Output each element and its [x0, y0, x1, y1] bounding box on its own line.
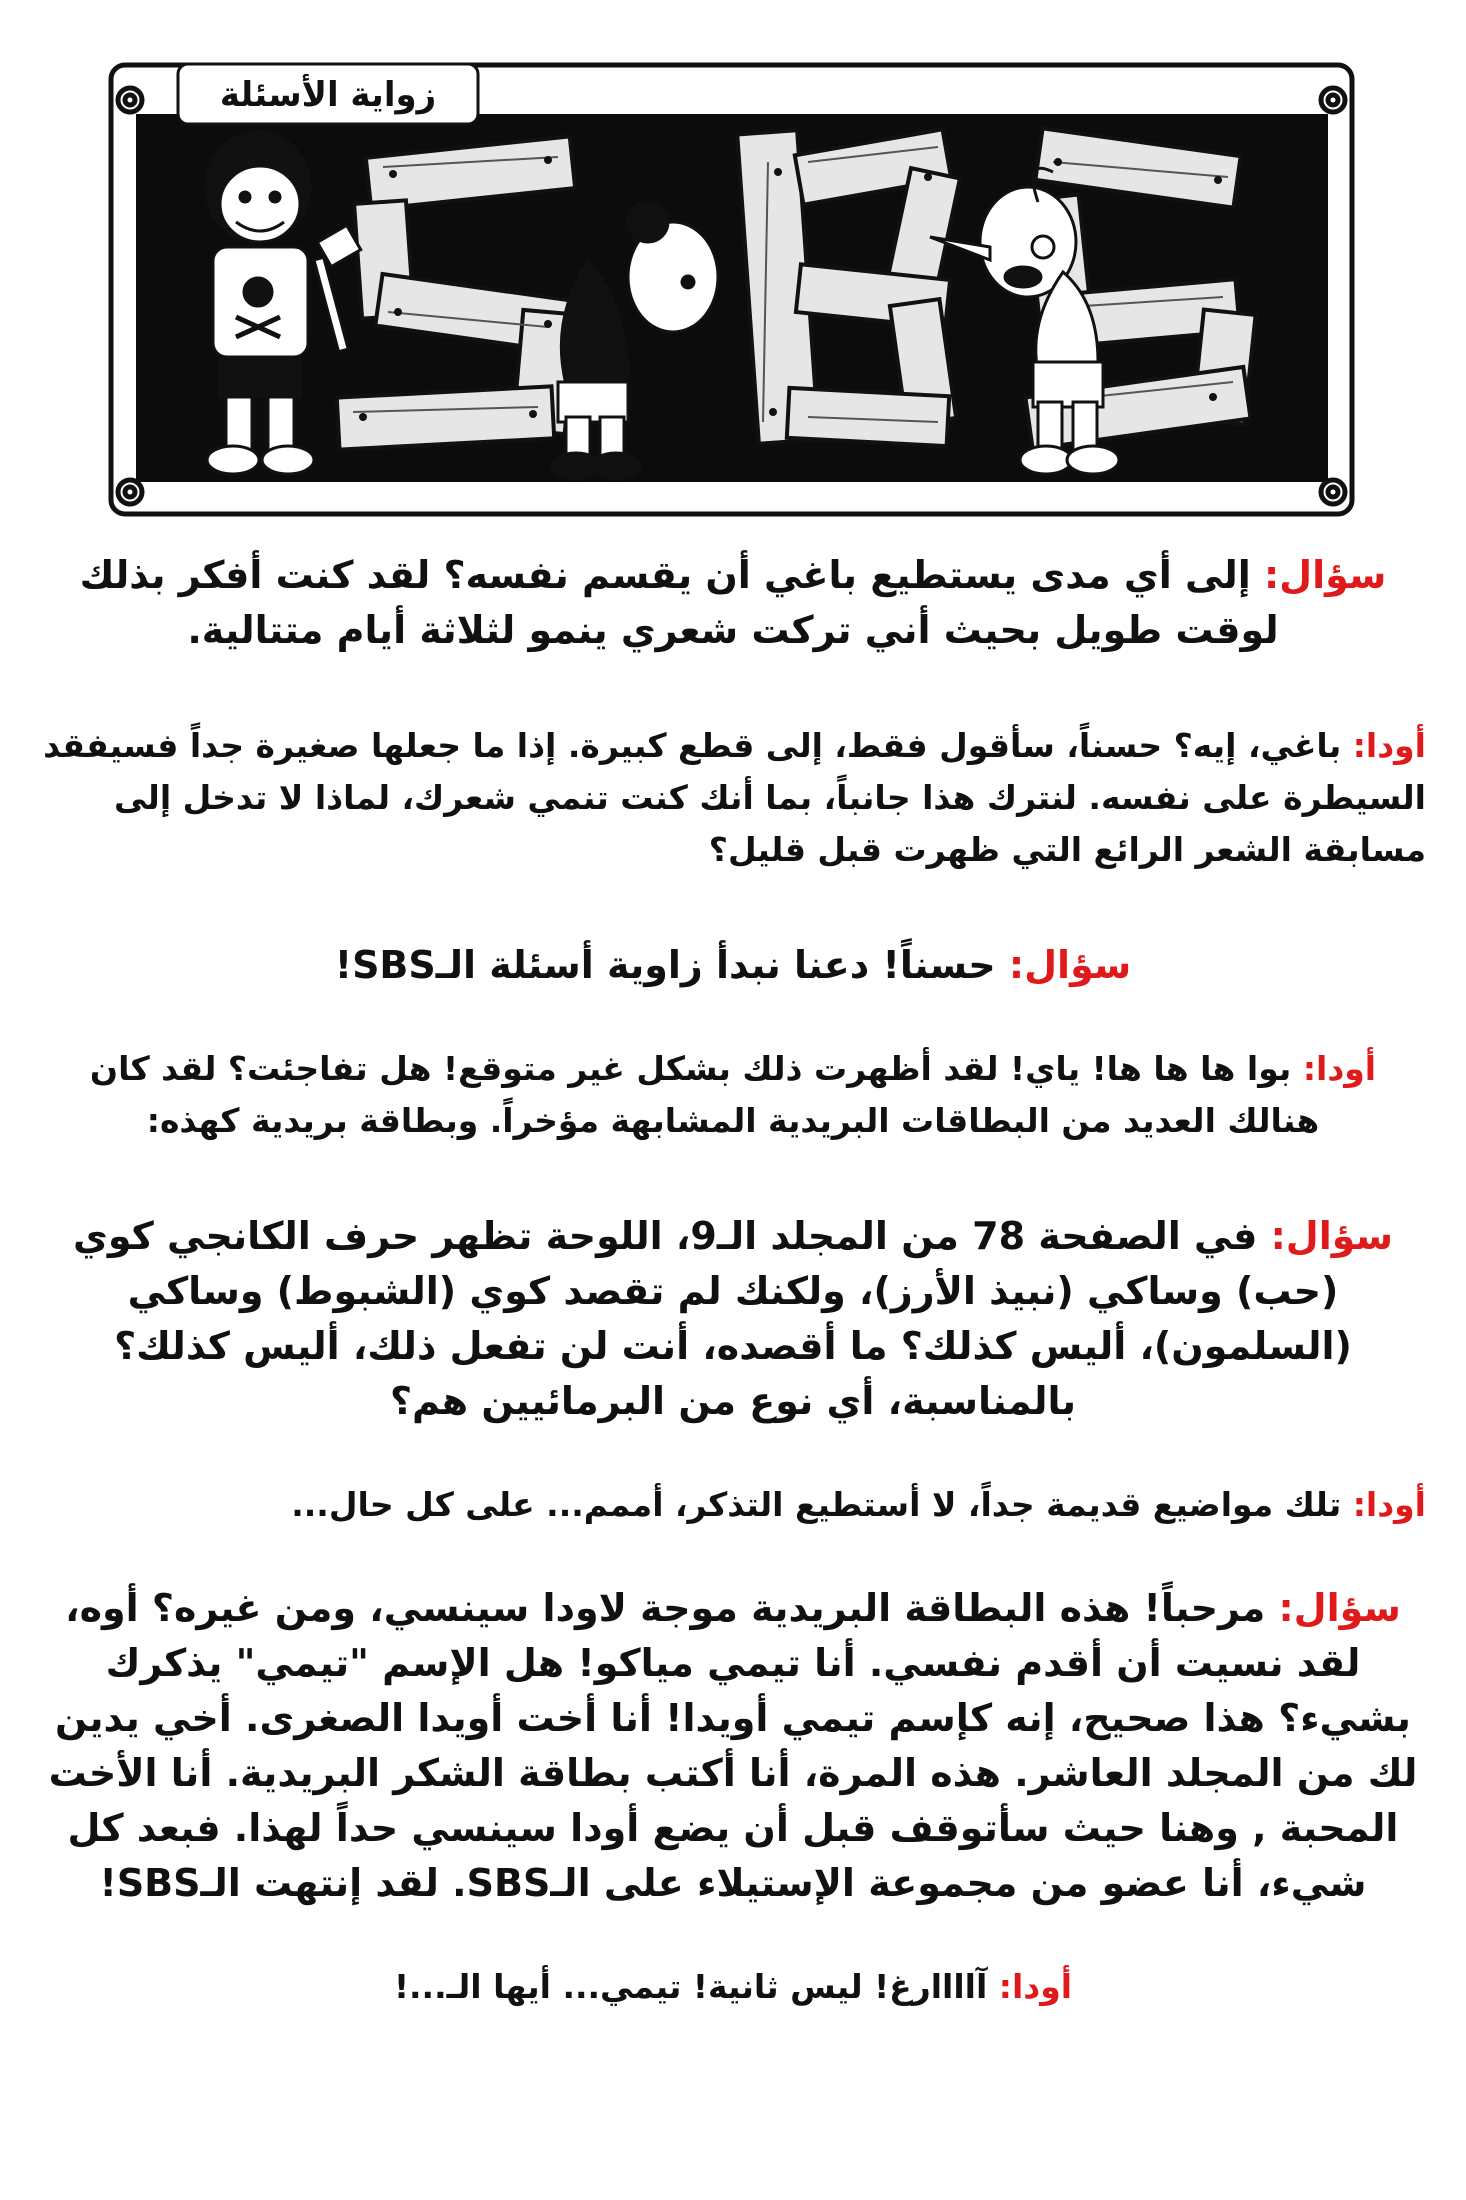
corner-title: زواية الأسئلة	[219, 75, 437, 115]
question-label: سؤال:	[1270, 1214, 1393, 1258]
question-1	[40, 548, 1426, 658]
question-label: سؤال:	[1263, 553, 1387, 597]
question-4	[40, 1581, 1426, 1911]
answer-text: باغي، إيه؟ حسناً، سأقول فقط، إلى قطع كبيرة. إذا ما جعلها صغيرة جداً فسيفقد السيطرة على نفسه. لنترك هذا جانباً، بما أنك كنت تنمي شعرك، لماذا لا تدخل إلى مسابقة الشعر الرائع التي ظهرت قبل قليل؟	[43, 726, 1426, 869]
plank-letters	[337, 128, 1256, 449]
answer-text: تلك مواضيع قديمة جداً، لا أستطيع التذكر، أممم... على كل حال...	[291, 1485, 1342, 1524]
answer-4	[40, 1961, 1426, 2013]
question-label: سؤال:	[1008, 943, 1132, 987]
answer-text: آاااارغ! ليس ثانية! تيمي... أيها الـ...!	[393, 1967, 988, 2006]
answer-3	[40, 1479, 1426, 1531]
answer-2	[40, 1043, 1426, 1147]
sbs-qa-content	[40, 548, 1426, 2013]
logo-text: SBS	[109, 63, 111, 64]
question-text: إلى أي مدى يستطيع باغي أن يقسم نفسه؟ لقد كنت أفكر بذلك لوقت طويل بحيث أني تركت شعري ينمو لثلاثة أيام متتالية.	[79, 553, 1279, 652]
sbs-banner-illustration	[108, 62, 1355, 517]
answer-label: أودا:	[998, 1967, 1073, 2006]
answer-text: بوا ها ها ها! ياي! لقد أظهرت ذلك بشكل غير متوقع! هل تفاجئت؟ لقد كان هنالك العديد من البطاقات البريدية المشابهة مؤخراً. وبطاقة بريدية كهذه:	[89, 1049, 1320, 1140]
answer-label: أودا:	[1352, 726, 1426, 765]
answer-label: أودا:	[1352, 1485, 1426, 1524]
question-text: في الصفحة 78 من المجلد الـ9، اللوحة تظهر حرف الكانجي كوي (حب) وساكي (نبيذ الأرز)، ولكنك لم تقصد كوي (الشبوط) وساكي (السلمون)، أليس كذلك؟ ما أقصده، أنت لن تفعل ذلك، أليس كذلك؟ بالمناسبة، أي نوع من البرمائيين هم؟	[73, 1214, 1352, 1423]
question-3	[40, 1209, 1426, 1429]
question-label: سؤال:	[1278, 1586, 1401, 1630]
question-text: مرحباً! هذه البطاقة البريدية موجة لاودا سينسي، ومن غيره؟ أوه، لقد نسيت أن أقدم نفسي. أنا تيمي مياكو! هل الإسم "تيمي" يذكرك بشيء؟ هذا صحيح، إنه كإسم تيمي أويدا! أنا أخت أويدا الصغرى. أخي يدين لك من المجلد العاشر. هذه المرة، أنا أكتب بطاقة الشكر البريدية. أنا الأخت المحبة , وهنا حيث سأتوقف قبل أن يضع أودا سينسي حداً لهذا. فبعد كل شيء، أنا عضو من مجموعة الإستيلاء على الـSBS. لقد إنتهت الـSBS!	[48, 1586, 1418, 1905]
answer-1	[40, 720, 1426, 876]
question-text: حسناً! دعنا نبدأ زاوية أسئلة الـSBS!	[334, 943, 996, 987]
answer-label: أودا:	[1302, 1049, 1377, 1088]
sbs-header-banner	[108, 62, 1355, 517]
question-2	[40, 938, 1426, 993]
